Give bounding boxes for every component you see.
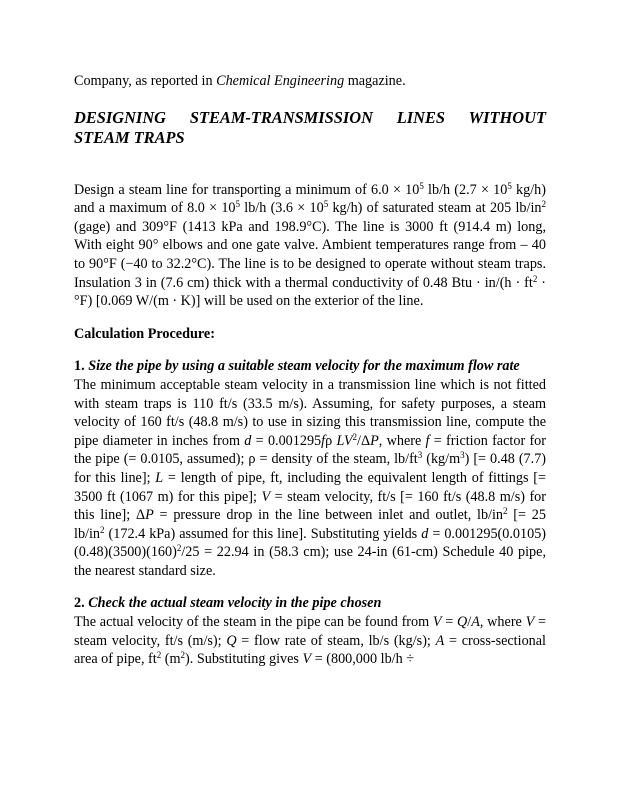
step-1: [74, 357, 546, 580]
step-1-body: The minimum acceptable steam velocity in a transmission line which is not fitted with steam traps is 110 ft/s (33.5 m/s). Assuming, for safety purposes, a steam velocity of 160 ft/s (48.8 m/s) to use in sizing this transmission line, compute the pipe diameter in inches from d = 0.001295fρ $LV^2/\Delta P$, where f = friction factor for the pipe (= 0.0105, assumed); ρ = density of the steam, $lb/ft^3$ $(kg/m^3)$ [= 0.48 (7.7) for this line]; L = length of pipe, ft, including the equivalent length of fittings [= 3500 ft (1067 m) for this pipe]; V = steam velocity, ft/s [= 160 ft/s (48.8 m/s) for this line]; ΔP = pressure drop in the line between inlet and outlet, $lb/in^2$ [= 25 $lb/in^2$ (172.4 kPa) assumed for this line]. Substituting yields $d = 0.001295(0.0105)(0.48)(3500)(160)^2/25 = 22.94$ in (58.3 cm); use 24-in (61-cm) Schedule 40 pipe, the nearest standard size.: [74, 376, 547, 579]
calculation-heading: Calculation Procedure:: [74, 325, 215, 342]
document-body: [74, 72, 546, 669]
step-2: [74, 594, 546, 668]
intro-text: Company, as reported in: [74, 73, 217, 89]
step-1-heading: 1. Size the pipe by using a suitable steam velocity for the maximum flow rate: [74, 358, 520, 375]
intro-line: [74, 72, 546, 91]
section-title: DESIGNING STEAM-TRANSMISSION LINES WITHOUT STEAM TRAPS: [74, 107, 546, 147]
magazine-name: Chemical Engineering: [216, 73, 345, 89]
step-2-body: The actual velocity of the steam in the pipe can be found from V = Q/A, where V = steam velocity, ft/s (m/s); Q = flow rate of steam, lb/s (kg/s); A = cross-sectional area of pipe, $ft^2$ $(m^2)$. Substituting gives V = (800,000 lb/h ÷: [74, 614, 546, 668]
step-2-heading: 2. Check the actual steam velocity in the pipe chosen: [74, 595, 382, 612]
problem-statement: Design a steam line for transporting a minimum of $6.0 \times 10^5$ lb/h ($2.7 \times 10^5$ kg/h) and a maximum of $8.0 \times 10^5$ lb/h ($3.6 \times 10^5$ kg/h) of saturated steam at 205 $lb/in^2$ (gage) and 309°F (1413 kPa and 198.9°C). The line is 3000 ft (914.4 m) long, With eight 90° elbows and one gate valve. Ambient temperatures range from – 40 to 90°F (−40 to 32.2°C). The line is to be designed to operate without steam traps. Insulation 3 in (7.6 cm) thick with a thermal conductivity of 0.48 Btu · $in/(h \cdot ft^2 \cdot ^\circ F)$ [0.069 W/(m · K)] will be used on the exterior of the line.: [74, 180, 547, 310]
intro-text-end: magazine.: [344, 73, 406, 89]
